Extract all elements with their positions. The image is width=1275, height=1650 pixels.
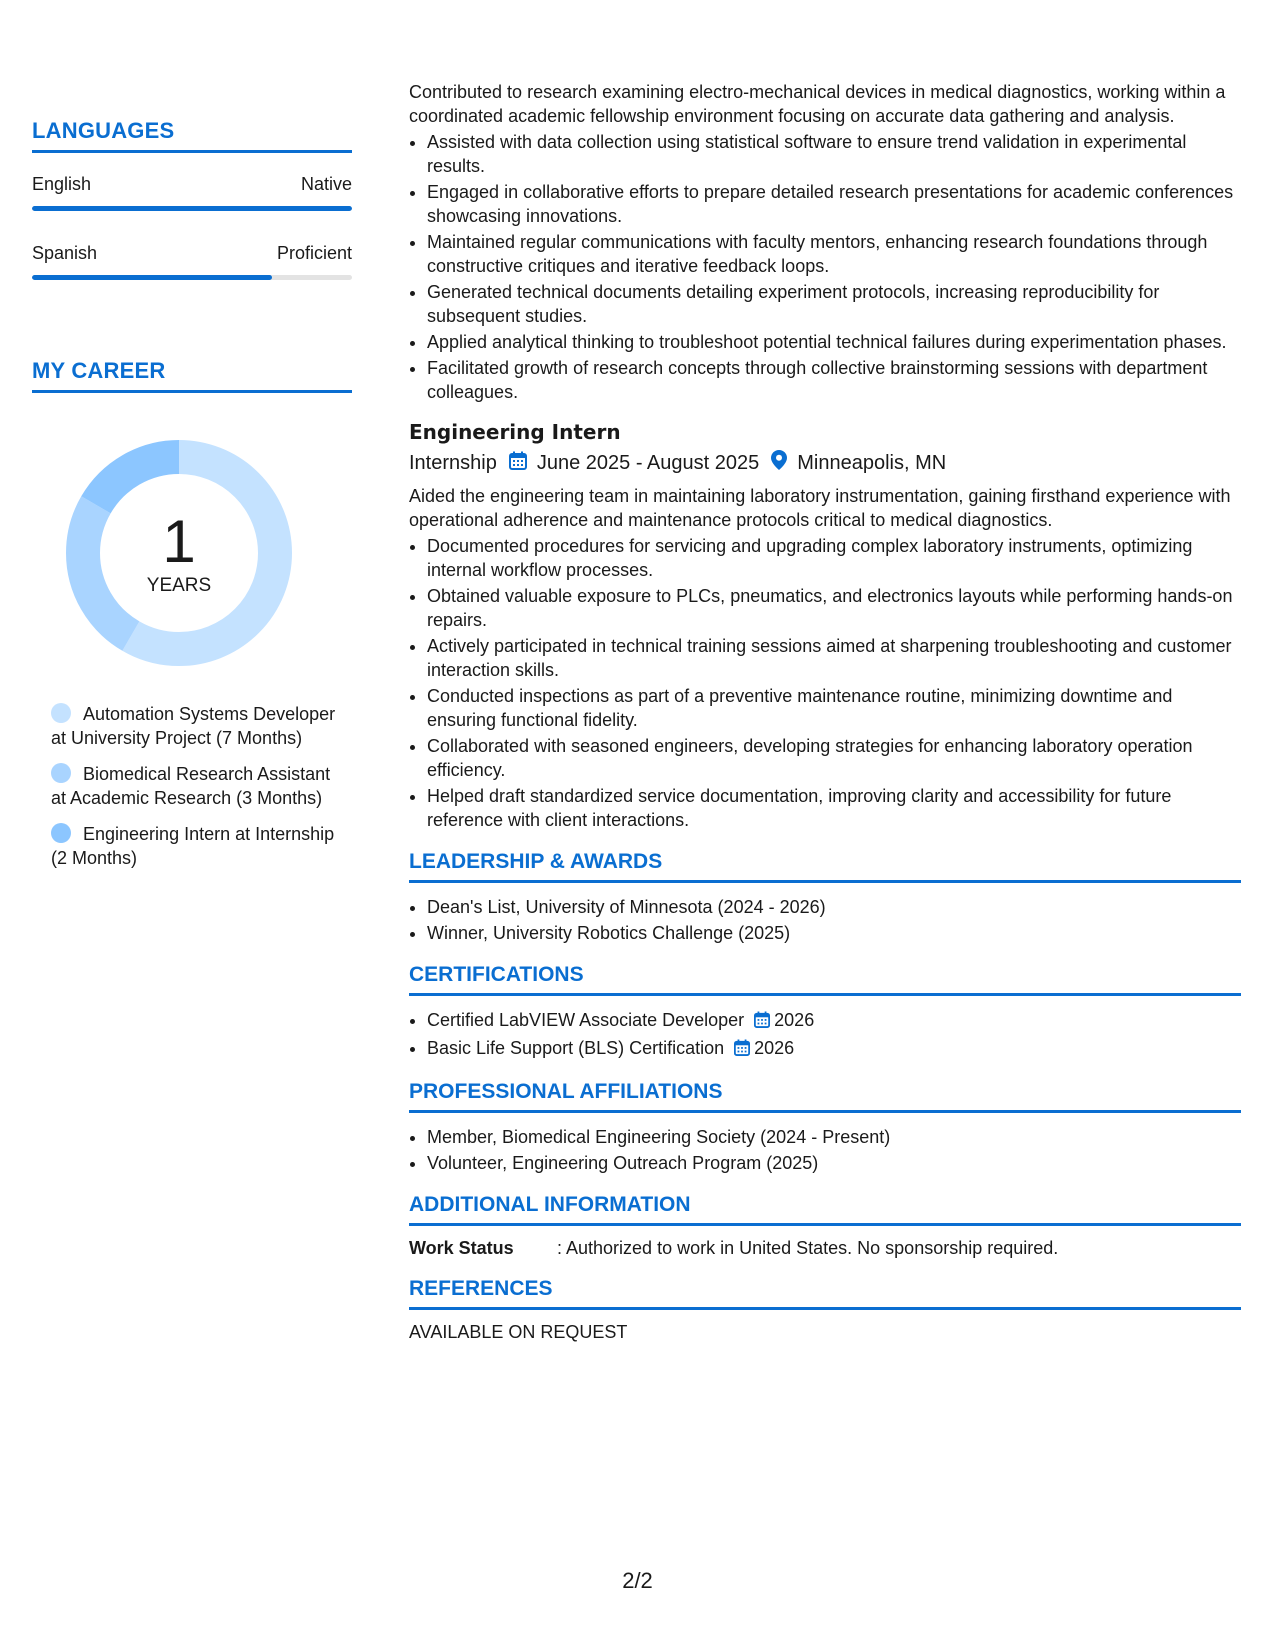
work-status-label: Work Status <box>409 1238 514 1258</box>
job-company: Internship <box>409 451 497 474</box>
research-bullet: • Facilitated growth of research concepts through collective brainstorming sessions with department colleagues. <box>427 356 1241 404</box>
work-status-value: : Authorized to work in United States. No sponsorship required. <box>557 1238 1059 1258</box>
job-bullets <box>409 534 1241 832</box>
calendar-icon <box>754 1010 770 1034</box>
career-heading: MY CAREER <box>32 358 352 393</box>
leadership-item: • Winner, University Robotics Challenge (2025) <box>427 921 1241 945</box>
affiliation-item: • Volunteer, Engineering Outreach Program (2025) <box>427 1151 1241 1175</box>
research-bullet: • Engaged in collaborative efforts to prepare detailed research presentations for academic conferences showcasing innovations. <box>427 180 1241 228</box>
job-bullet: • Collaborated with seasoned engineers, developing strategies for enhancing laboratory operation efficiency. <box>427 734 1241 782</box>
affiliations-heading: PROFESSIONAL AFFILIATIONS <box>409 1080 1241 1113</box>
job-bullet: • Helped draft standardized service documentation, improving clarity and accessibility for future reference with client interactions. <box>427 784 1241 832</box>
research-summary: Contributed to research examining electro-mechanical devices in medical diagnostics, working within a coordinated academic fellowship environment focusing on accurate data gathering and analysis. <box>409 82 1226 126</box>
leadership-item: • Dean's List, University of Minnesota (2024 - 2026) <box>427 895 1241 919</box>
job-location: Minneapolis, MN <box>797 451 947 474</box>
language-level: Proficient <box>276 243 352 263</box>
career-legend-item <box>51 762 341 810</box>
career-legend-text: Engineering Intern at Internship (2 Months) <box>51 824 335 868</box>
certification-year: 2026 <box>754 1038 795 1058</box>
main-content <box>409 80 1241 1343</box>
language-proficiency-fill <box>32 275 272 280</box>
legend-dot-icon <box>51 823 71 843</box>
certification-name: Basic Life Support (BLS) Certification <box>427 1038 725 1058</box>
career-total-years: 1 <box>162 508 196 575</box>
references-heading: REFERENCES <box>409 1277 1241 1310</box>
language-proficiency-bar <box>32 206 352 211</box>
job-meta <box>409 450 1241 476</box>
language-name: Spanish <box>32 243 98 263</box>
career-legend-item <box>51 702 341 750</box>
career-legend-text: Biomedical Research Assistant at Academic Research (3 Months) <box>51 764 331 808</box>
career-legend-item <box>51 822 341 870</box>
certifications-list <box>409 1008 1241 1062</box>
language-proficiency-fill <box>32 206 352 211</box>
calendar-icon <box>509 451 527 476</box>
calendar-icon <box>734 1038 750 1062</box>
language-level: Native <box>300 174 352 194</box>
job-bullet: • Conducted inspections as part of a preventive maintenance routine, minimizing downtime and ensuring functional fidelity. <box>427 684 1241 732</box>
map-pin-icon <box>771 450 787 476</box>
legend-dot-icon <box>51 763 71 783</box>
leadership-list <box>409 895 1241 945</box>
page-number: 2/2 <box>622 1568 653 1593</box>
job-dates: June 2025 - August 2025 <box>536 451 760 474</box>
certifications-heading: CERTIFICATIONS <box>409 963 1241 996</box>
job-bullet: • Actively participated in technical training sessions aimed at sharpening troubleshooting and customer interaction skills. <box>427 634 1241 682</box>
affiliation-item: • Member, Biomedical Engineering Society (2024 - Present) <box>427 1125 1241 1149</box>
job-summary: Aided the engineering team in maintaining laboratory instrumentation, gaining firsthand experience with operational adherence and maintenance protocols critical to medical diagnostics. <box>409 486 1231 530</box>
certification-item <box>427 1008 1241 1034</box>
certification-item <box>427 1036 1241 1062</box>
legend-dot-icon <box>51 703 71 723</box>
job-title: Engineering Intern <box>409 420 621 444</box>
language-proficiency-bar <box>32 275 352 280</box>
job-bullet: • Obtained valuable exposure to PLCs, pneumatics, and electronics layouts while performing hands-on repairs. <box>427 584 1241 632</box>
career-donut-center <box>66 440 292 666</box>
research-bullet: • Maintained regular communications with faculty mentors, enhancing research foundations through constructive critiques and iterative feedback loops. <box>427 230 1241 278</box>
research-bullet: • Applied analytical thinking to troubleshoot potential technical failures during experimentation phases. <box>427 330 1241 354</box>
career-legend-text: Automation Systems Developer at University Project (7 Months) <box>51 704 336 748</box>
career-donut-chart <box>66 440 292 666</box>
certification-year: 2026 <box>774 1010 815 1030</box>
leadership-heading: LEADERSHIP & AWARDS <box>409 850 1241 883</box>
work-status-row <box>409 1238 1241 1259</box>
career-legend <box>51 702 341 882</box>
affiliations-list <box>409 1125 1241 1175</box>
language-name: English <box>32 174 92 194</box>
research-bullet: • Generated technical documents detailing experiment protocols, increasing reproducibility for subsequent studies. <box>427 280 1241 328</box>
job-bullet: • Documented procedures for servicing and upgrading complex laboratory instruments, optimizing internal workflow processes. <box>427 534 1241 582</box>
references-text: AVAILABLE ON REQUEST <box>409 1322 628 1342</box>
career-total-unit: YEARS <box>146 575 212 596</box>
research-bullet: • Assisted with data collection using statistical software to ensure trend validation in experimental results. <box>427 130 1241 178</box>
additional-info-heading: ADDITIONAL INFORMATION <box>409 1193 1241 1226</box>
languages-heading: LANGUAGES <box>32 118 352 153</box>
certification-name: Certified LabVIEW Associate Developer <box>427 1010 745 1030</box>
research-bullets <box>409 130 1241 404</box>
